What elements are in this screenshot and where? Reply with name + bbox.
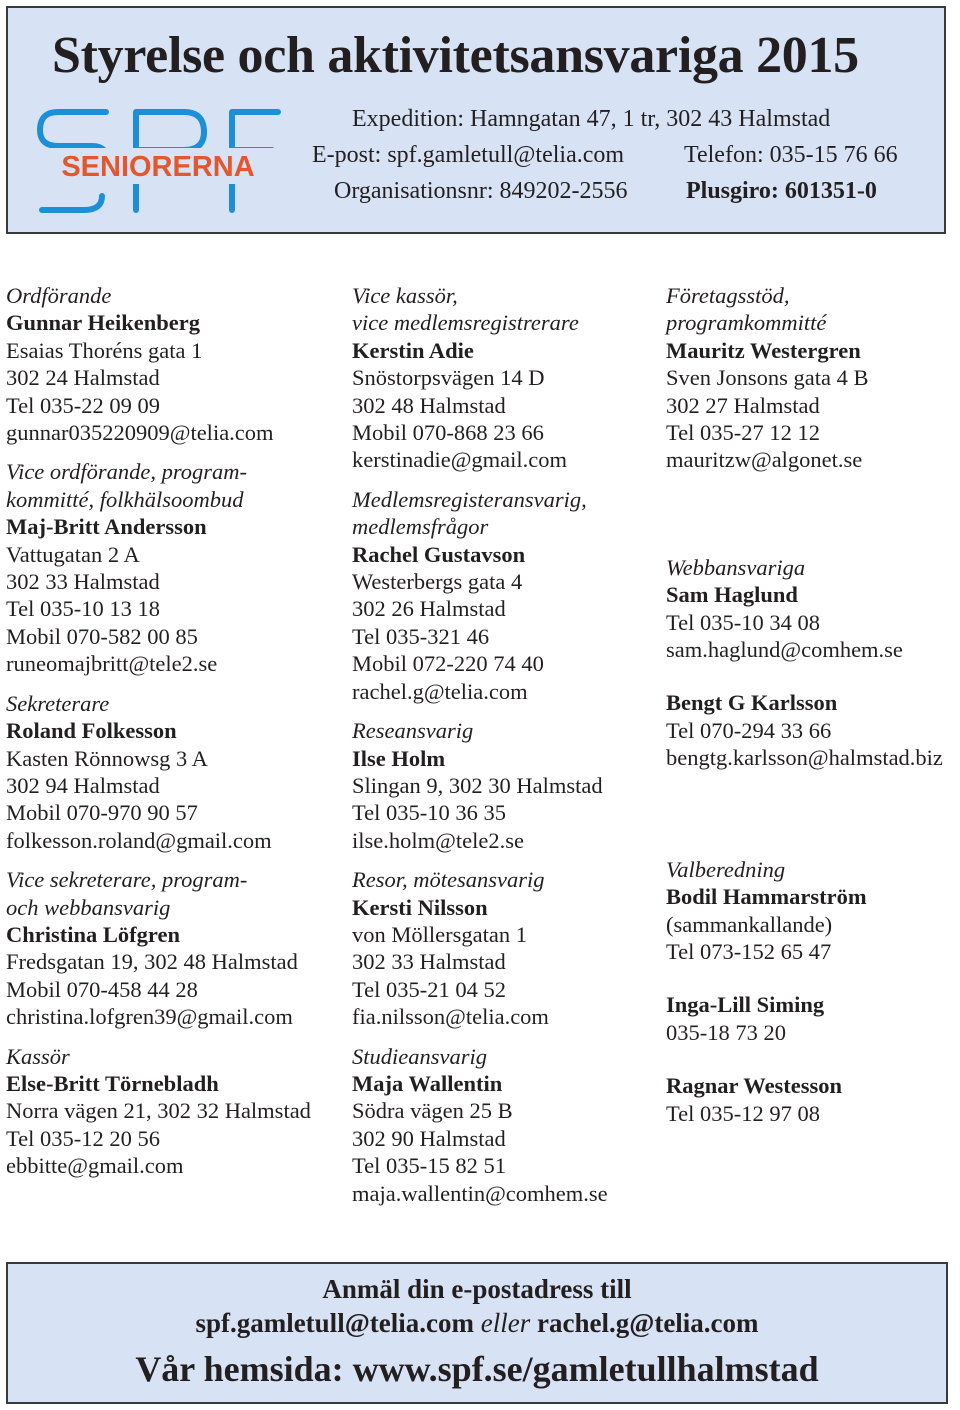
- contact-detail: 302 33 Halmstad: [352, 949, 506, 975]
- contact-block: [352, 486, 608, 705]
- contact-detail: 302 48 Halmstad: [352, 392, 506, 418]
- contact-detail: Fredsgatan 19, 302 48 Halmstad: [6, 949, 298, 975]
- contact-detail: 302 33 Halmstad: [6, 569, 160, 595]
- contact-block: [352, 282, 608, 474]
- contact-block: [666, 991, 943, 1046]
- expedition-address: Expedition: Hamngatan 47, 1 tr, 302 43 Halmstad: [352, 106, 831, 132]
- contact-detail: 302 24 Halmstad: [6, 365, 160, 391]
- contact-detail: Mobil 070-970 90 57: [6, 800, 198, 826]
- contact-name: Roland Folkesson: [6, 718, 177, 744]
- contact-role: Ordförande: [6, 283, 112, 308]
- contact-name: Ragnar Westesson: [666, 1073, 843, 1099]
- contact-detail: Tel 035-22 09 09: [6, 392, 161, 418]
- footer-eller: eller: [480, 1308, 531, 1338]
- contact-role: och webbansvarig: [6, 894, 171, 920]
- contact-detail: Tel 035-21 04 52: [352, 976, 507, 1002]
- contact-email[interactable]: rachel.g@telia.com: [352, 678, 528, 704]
- spf-seniorerna-logo: [32, 104, 284, 220]
- contact-block: [6, 458, 311, 677]
- contact-role: Valberedning: [666, 856, 786, 882]
- footer-website[interactable]: Vår hemsida: www.spf.se/gamletullhalmstad: [135, 1349, 819, 1389]
- contact-name: Mauritz Westergren: [666, 337, 861, 363]
- contact-detail: 302 27 Halmstad: [666, 392, 820, 418]
- organisation-number: Organisationsnr: 849202-2556: [334, 178, 628, 204]
- contact-detail: Tel 035-10 13 18: [6, 596, 161, 622]
- contact-email[interactable]: ilse.holm@tele2.se: [352, 827, 524, 853]
- contact-detail: Norra vägen 21, 302 32 Halmstad: [6, 1098, 311, 1124]
- contact-detail: Tel 070-294 33 66: [666, 717, 832, 743]
- footer-prompt: Anmäl din e-postadress till: [322, 1274, 632, 1304]
- contact-name: Bodil Hammarström: [666, 884, 867, 910]
- contact-detail: Mobil 070-868 23 66: [352, 420, 544, 446]
- contact-name: Maja Wallentin: [352, 1070, 503, 1096]
- contact-role: Företagsstöd,: [666, 283, 790, 308]
- contact-detail: Tel 035-10 36 35: [352, 800, 507, 826]
- contact-block: [666, 554, 943, 664]
- page-title: Styrelse och aktivitetsansvariga 2015: [52, 27, 859, 84]
- contact-detail: Tel 035-15 82 51: [352, 1153, 507, 1179]
- header-box: [6, 6, 946, 234]
- contact-name: Rachel Gustavson: [352, 541, 526, 567]
- contact-role: Studieansvarig: [352, 1043, 487, 1069]
- contact-role: programkommitté: [666, 310, 827, 336]
- contacts-column-2: [352, 282, 608, 1207]
- contact-detail: Esaias Thoréns gata 1: [6, 337, 203, 363]
- contact-email[interactable]: bengtg.karlsson@halmstad.biz: [666, 745, 943, 771]
- contact-detail: von Möllersgatan 1: [352, 921, 527, 947]
- contact-block: [666, 1072, 943, 1127]
- contact-role: kommitté, folkhälsoombud: [6, 486, 244, 512]
- contact-detail: Södra vägen 25 B: [352, 1098, 513, 1124]
- footer-email-2[interactable]: rachel.g@telia.com: [537, 1308, 759, 1338]
- contact-email[interactable]: mauritzw@algonet.se: [666, 447, 863, 473]
- contact-block: [352, 866, 608, 1030]
- contact-detail: Vattugatan 2 A: [6, 541, 140, 567]
- contacts-column-3: [666, 282, 943, 1127]
- contact-role: Vice sekreterare, program-: [6, 867, 248, 893]
- contact-email[interactable]: christina.lofgren39@gmail.com: [6, 1004, 293, 1030]
- contact-name: Kersti Nilsson: [352, 894, 488, 920]
- contact-name: Sam Haglund: [666, 582, 798, 608]
- contact-detail: Mobil 070-458 44 28: [6, 976, 198, 1002]
- contact-block: [666, 689, 943, 771]
- contact-detail: Westerbergs gata 4: [352, 569, 523, 595]
- contact-role: Sekreterare: [6, 690, 110, 716]
- contact-role: Vice kassör,: [352, 283, 458, 308]
- contact-role: vice medlemsregistrerare: [352, 310, 579, 336]
- svg-text:SENIORERNA: SENIORERNA: [61, 151, 255, 183]
- contact-role: medlemsfrågor: [352, 514, 489, 540]
- contact-detail: Snöstorpsvägen 14 D: [352, 365, 545, 391]
- contact-email[interactable]: runeomajbritt@tele2.se: [6, 651, 218, 677]
- contact-email[interactable]: ebbitte@gmail.com: [6, 1153, 184, 1179]
- contact-role: Webbansvariga: [666, 554, 806, 580]
- contact-detail: Tel 035-12 97 08: [666, 1100, 821, 1126]
- contact-detail: Mobil 072-220 74 40: [352, 651, 544, 677]
- contact-email[interactable]: kerstinadie@gmail.com: [352, 447, 568, 473]
- contact-email[interactable]: maja.wallentin@comhem.se: [352, 1180, 608, 1206]
- contact-email[interactable]: folkesson.roland@gmail.com: [6, 827, 272, 853]
- footer-email-1[interactable]: spf.gamletull@telia.com: [195, 1308, 475, 1338]
- contact-email[interactable]: sam.haglund@comhem.se: [666, 637, 903, 663]
- contact-role: Resor, mötesansvarig: [352, 867, 545, 893]
- contact-detail: Tel 035-321 46: [352, 623, 490, 649]
- contact-detail: 302 26 Halmstad: [352, 596, 506, 622]
- contact-name: Maj-Britt Andersson: [6, 514, 207, 540]
- contact-email[interactable]: gunnar035220909@telia.com: [6, 420, 274, 446]
- email-address: E-post: spf.gamletull@telia.com: [312, 142, 625, 168]
- contact-name: Kerstin Adie: [352, 337, 474, 363]
- contact-detail: Tel 035-12 20 56: [6, 1125, 161, 1151]
- contact-block: [666, 856, 943, 966]
- footer-box: [6, 1262, 948, 1404]
- contact-detail: Tel 035-27 12 12: [666, 420, 821, 446]
- contact-detail: 302 94 Halmstad: [6, 772, 160, 798]
- contact-name: Bengt G Karlsson: [666, 690, 838, 716]
- contact-detail: Tel 035-10 34 08: [666, 609, 821, 635]
- contact-name: Gunnar Heikenberg: [6, 310, 200, 336]
- contact-detail: Slingan 9, 302 30 Halmstad: [352, 772, 603, 798]
- phone-number: Telefon: 035-15 76 66: [684, 142, 898, 168]
- contacts-column-1: [6, 282, 311, 1180]
- footer-emails: [8, 1308, 946, 1339]
- contact-role: Medlemsregisteransvarig,: [352, 486, 587, 512]
- contact-block: [6, 1043, 311, 1180]
- contact-block: [666, 282, 943, 474]
- contact-block: [352, 1043, 608, 1207]
- contact-name: Inga-Lill Siming: [666, 992, 825, 1018]
- contact-detail: 302 90 Halmstad: [352, 1125, 506, 1151]
- contact-role: Vice ordförande, program-: [6, 459, 248, 485]
- contact-role: Reseansvarig: [352, 718, 474, 744]
- contact-block: [6, 866, 311, 1030]
- contact-detail: Mobil 070-582 00 85: [6, 623, 198, 649]
- contact-email[interactable]: fia.nilsson@telia.com: [352, 1004, 549, 1030]
- contact-name: Else-Britt Törnebladh: [6, 1070, 219, 1096]
- contact-block: [6, 282, 311, 446]
- contact-detail: (sammankallande): [666, 911, 833, 937]
- contact-detail: Kasten Rönnowsg 3 A: [6, 745, 208, 771]
- contact-detail: 035-18 73 20: [666, 1019, 786, 1045]
- contact-role: Kassör: [6, 1043, 70, 1069]
- contact-detail: Sven Jonsons gata 4 B: [666, 365, 869, 391]
- contact-name: Christina Löfgren: [6, 921, 180, 947]
- plusgiro-number: Plusgiro: 601351-0: [686, 178, 877, 204]
- contact-block: [352, 717, 608, 854]
- contact-name: Ilse Holm: [352, 745, 446, 771]
- contact-block: [6, 690, 311, 854]
- contact-detail: Tel 073-152 65 47: [666, 938, 832, 964]
